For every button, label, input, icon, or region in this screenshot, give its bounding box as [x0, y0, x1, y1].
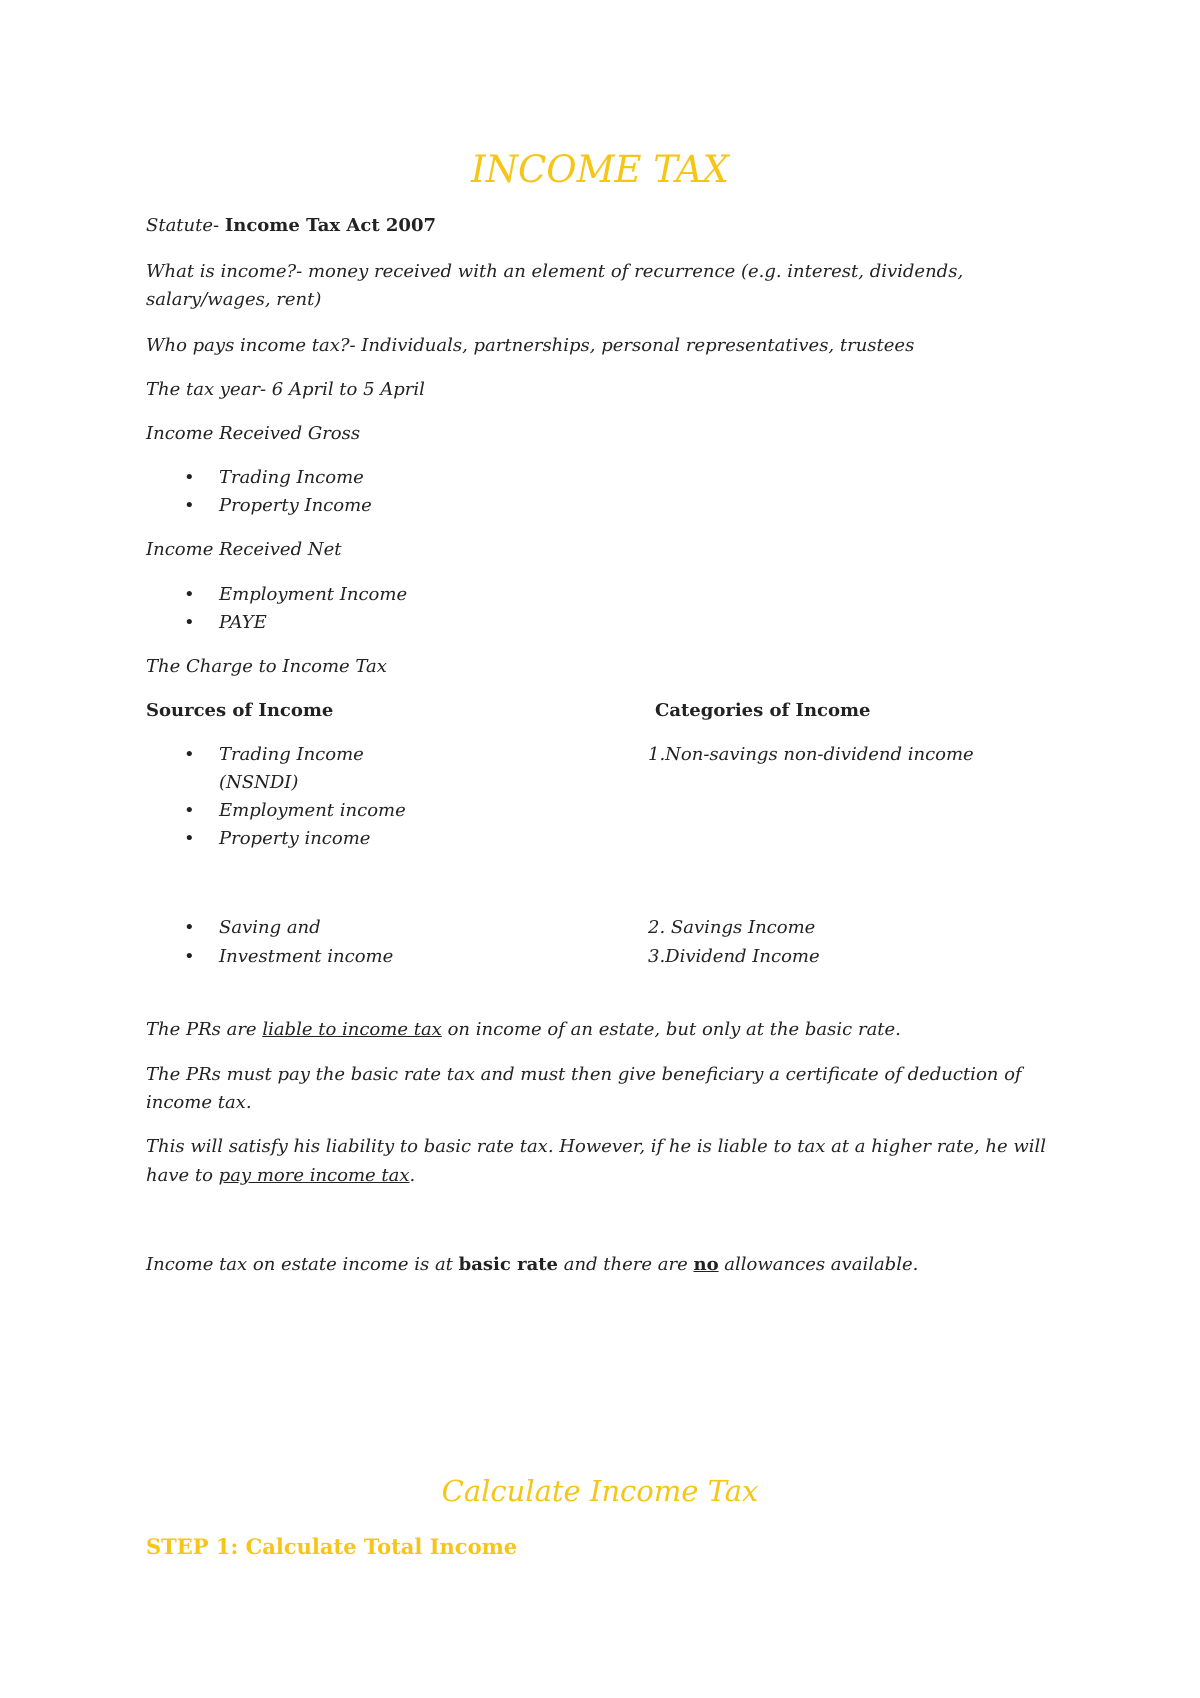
pay-more-income-tax-text: pay more income tax [218, 1165, 410, 1186]
list-item: Saving and [219, 917, 321, 938]
bullet-icon: • [184, 800, 195, 821]
categories-heading: Categories of Income [655, 700, 871, 721]
category-item: 3.Dividend Income [648, 946, 820, 967]
category-item: 2. Savings Income [648, 917, 816, 938]
bullet-icon: • [184, 917, 195, 938]
who-pays-line: Who pays income tax?- Individuals, partnerships, personal representatives, trustees [146, 335, 915, 356]
statute-line [146, 212, 436, 240]
satisfy-text-a: have to [146, 1165, 219, 1186]
satisfy-text-b: . [409, 1165, 416, 1186]
basic-rate-text: basic rate [458, 1254, 559, 1275]
prs-basic-rate-line [146, 1016, 901, 1044]
estate-text-b: and there are [558, 1254, 694, 1275]
list-item: Property Income [219, 495, 372, 516]
bullet-icon: • [184, 612, 195, 633]
list-item: Property income [219, 828, 371, 849]
bullet-icon: • [184, 946, 195, 967]
what-is-income-line-1: What is income?- money received with an element of recurrence (e.g. interest, dividends, [146, 261, 964, 282]
category-item: 1.Non-savings non-dividend income [648, 744, 974, 765]
bullet-icon: • [184, 744, 195, 765]
list-item: Trading Income [219, 467, 364, 488]
satisfy-line-1: This will satisfy his liability to basic rate tax. However, if he is liable to tax at a higher rate, he will [146, 1136, 1047, 1157]
what-is-income-line-2: salary/wages, rent) [146, 289, 322, 310]
list-item: Employment Income [219, 584, 408, 605]
list-item-continuation: (NSNDI) [219, 772, 299, 793]
prs-basic-text-a: The PRs are [146, 1019, 263, 1040]
prs-pay-line-1: The PRs must pay the basic rate tax and must then give beneficiary a certificate of deduction of [146, 1064, 1022, 1085]
calculate-title: Calculate Income Tax [441, 1474, 759, 1508]
statute-label: Statute- [146, 215, 220, 236]
step-1-heading: STEP 1: Calculate Total Income [146, 1534, 518, 1559]
satisfy-line-2 [146, 1162, 415, 1190]
no-text: no [693, 1254, 719, 1275]
list-item: Employment income [219, 800, 406, 821]
prs-basic-text-b: on income of an estate, but only at the basic rate. [441, 1019, 901, 1040]
bullet-icon: • [184, 495, 195, 516]
estate-income-line [146, 1251, 918, 1279]
list-item: Investment income [219, 946, 394, 967]
list-item: Trading Income [219, 744, 364, 765]
sources-heading: Sources of Income [146, 700, 334, 721]
bullet-icon: • [184, 467, 195, 488]
received-gross-heading: Income Received Gross [146, 423, 361, 444]
list-item: PAYE [219, 612, 267, 633]
tax-year-line: The tax year- 6 April to 5 April [146, 379, 425, 400]
bullet-icon: • [184, 584, 195, 605]
estate-text-c: allowances available. [718, 1254, 919, 1275]
estate-text-a: Income tax on estate income is at [146, 1254, 459, 1275]
page-title: INCOME TAX [470, 148, 729, 191]
received-net-heading: Income Received Net [146, 539, 342, 560]
charge-heading: The Charge to Income Tax [146, 656, 387, 677]
statute-value: Income Tax Act 2007 [224, 215, 437, 236]
prs-pay-line-2: income tax. [146, 1092, 252, 1113]
liable-to-income-tax-text: liable to income tax [262, 1019, 442, 1040]
bullet-icon: • [184, 828, 195, 849]
